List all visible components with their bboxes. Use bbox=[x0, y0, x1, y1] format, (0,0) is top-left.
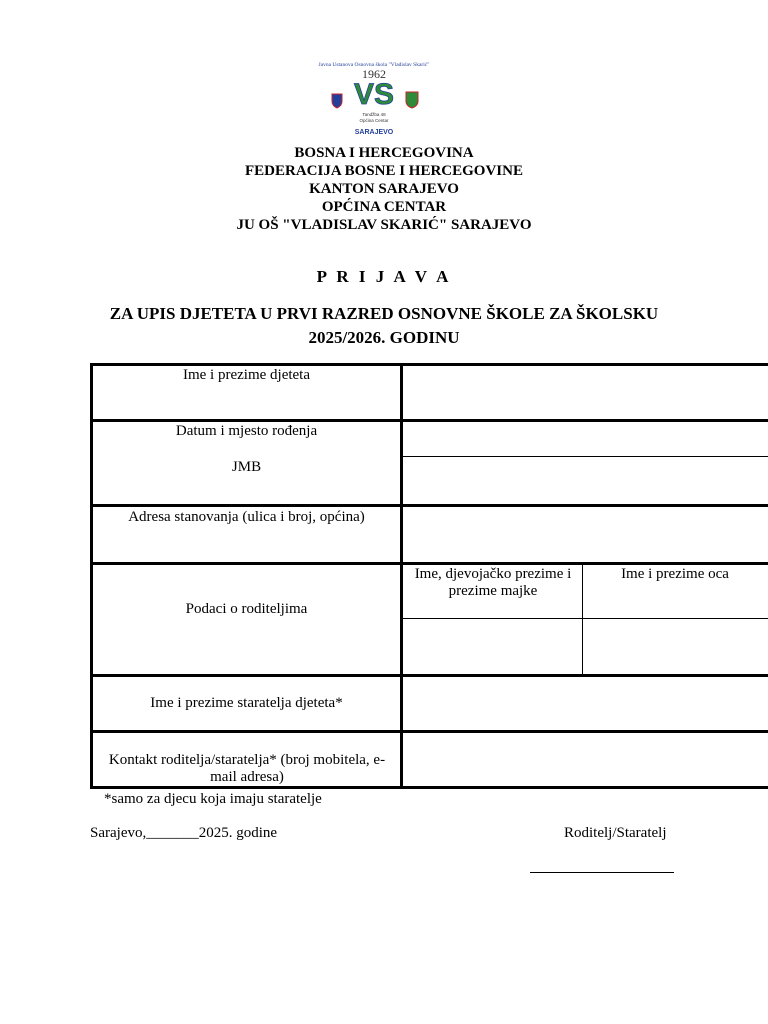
header-line-federation: FEDERACIJA BOSNE I HERCEGOVINE bbox=[245, 163, 523, 179]
header-line-school: JU OŠ "VLADISLAV SKARIĆ" SARAJEVO bbox=[236, 217, 532, 233]
address-label: Adresa stanovanja (ulica i broj, općina) bbox=[128, 509, 365, 525]
subtitle-line-1: ZA UPIS DJETETA U PRVI RAZRED OSNOVNE ŠKOLE ZA ŠKOLSKU bbox=[109, 304, 659, 323]
table-border-bottom bbox=[90, 786, 768, 789]
table-row-divider bbox=[90, 562, 768, 565]
header-line-municipality: OPĆINA CENTAR bbox=[321, 199, 447, 215]
guardian-label: Ime i prezime staratelja djeteta* bbox=[150, 695, 343, 711]
logo-city: SARAJEVO bbox=[354, 129, 394, 136]
birth-date-place-field[interactable] bbox=[403, 422, 768, 456]
father-column-label: Ime i prezime oca bbox=[621, 566, 729, 582]
subtitle-line-2: 2025/2026. GODINU bbox=[308, 328, 460, 347]
parents-label: Podaci o roditeljima bbox=[185, 601, 308, 617]
child-name-label: Ime i prezime djeteta bbox=[182, 367, 311, 383]
mother-column-label: Ime, djevojačko prezime i prezime majke bbox=[414, 566, 572, 599]
address-field[interactable] bbox=[403, 507, 768, 562]
logo-ring-text: Javna Ustanova Osnovna škola "Vladislav Skarić" bbox=[318, 62, 430, 68]
logo-monogram: VS bbox=[353, 78, 395, 111]
right-shield-icon bbox=[406, 92, 418, 108]
logo-address: Tandžba 48 bbox=[362, 112, 386, 117]
jmb-label: JMB bbox=[231, 459, 262, 475]
signature-label: Roditelj/Staratelj bbox=[564, 825, 667, 841]
place-date-field[interactable]: Sarajevo,_______2025. godine bbox=[90, 825, 278, 841]
header-line-country: BOSNA I HERCEGOVINA bbox=[294, 145, 474, 161]
father-name-field[interactable] bbox=[583, 619, 768, 674]
signature-line[interactable] bbox=[530, 872, 674, 873]
document-subtitle bbox=[90, 302, 678, 350]
mother-name-field[interactable] bbox=[403, 619, 582, 674]
header-line-canton: KANTON SARAJEVO bbox=[309, 181, 459, 197]
birth-label: Datum i mjesto rođenja bbox=[175, 423, 318, 439]
school-logo bbox=[318, 56, 430, 140]
logo-municipality: Općina Centar bbox=[359, 118, 389, 123]
contact-field[interactable] bbox=[403, 733, 768, 786]
guardian-footnote: *samo za djecu koja imaju staratelje bbox=[104, 791, 322, 807]
jmb-field[interactable] bbox=[403, 457, 768, 504]
contact-label: Kontakt roditelja/staratelja* (broj mobitela, e-mail adresa) bbox=[108, 752, 386, 785]
logo-year: 1962 bbox=[362, 67, 386, 81]
document-title: P R I J A V A bbox=[316, 267, 452, 286]
left-shield-icon bbox=[332, 94, 342, 108]
child-name-field[interactable] bbox=[403, 366, 768, 419]
guardian-name-field[interactable] bbox=[403, 677, 768, 730]
institution-header bbox=[0, 144, 768, 234]
enrollment-form-table bbox=[90, 363, 768, 789]
